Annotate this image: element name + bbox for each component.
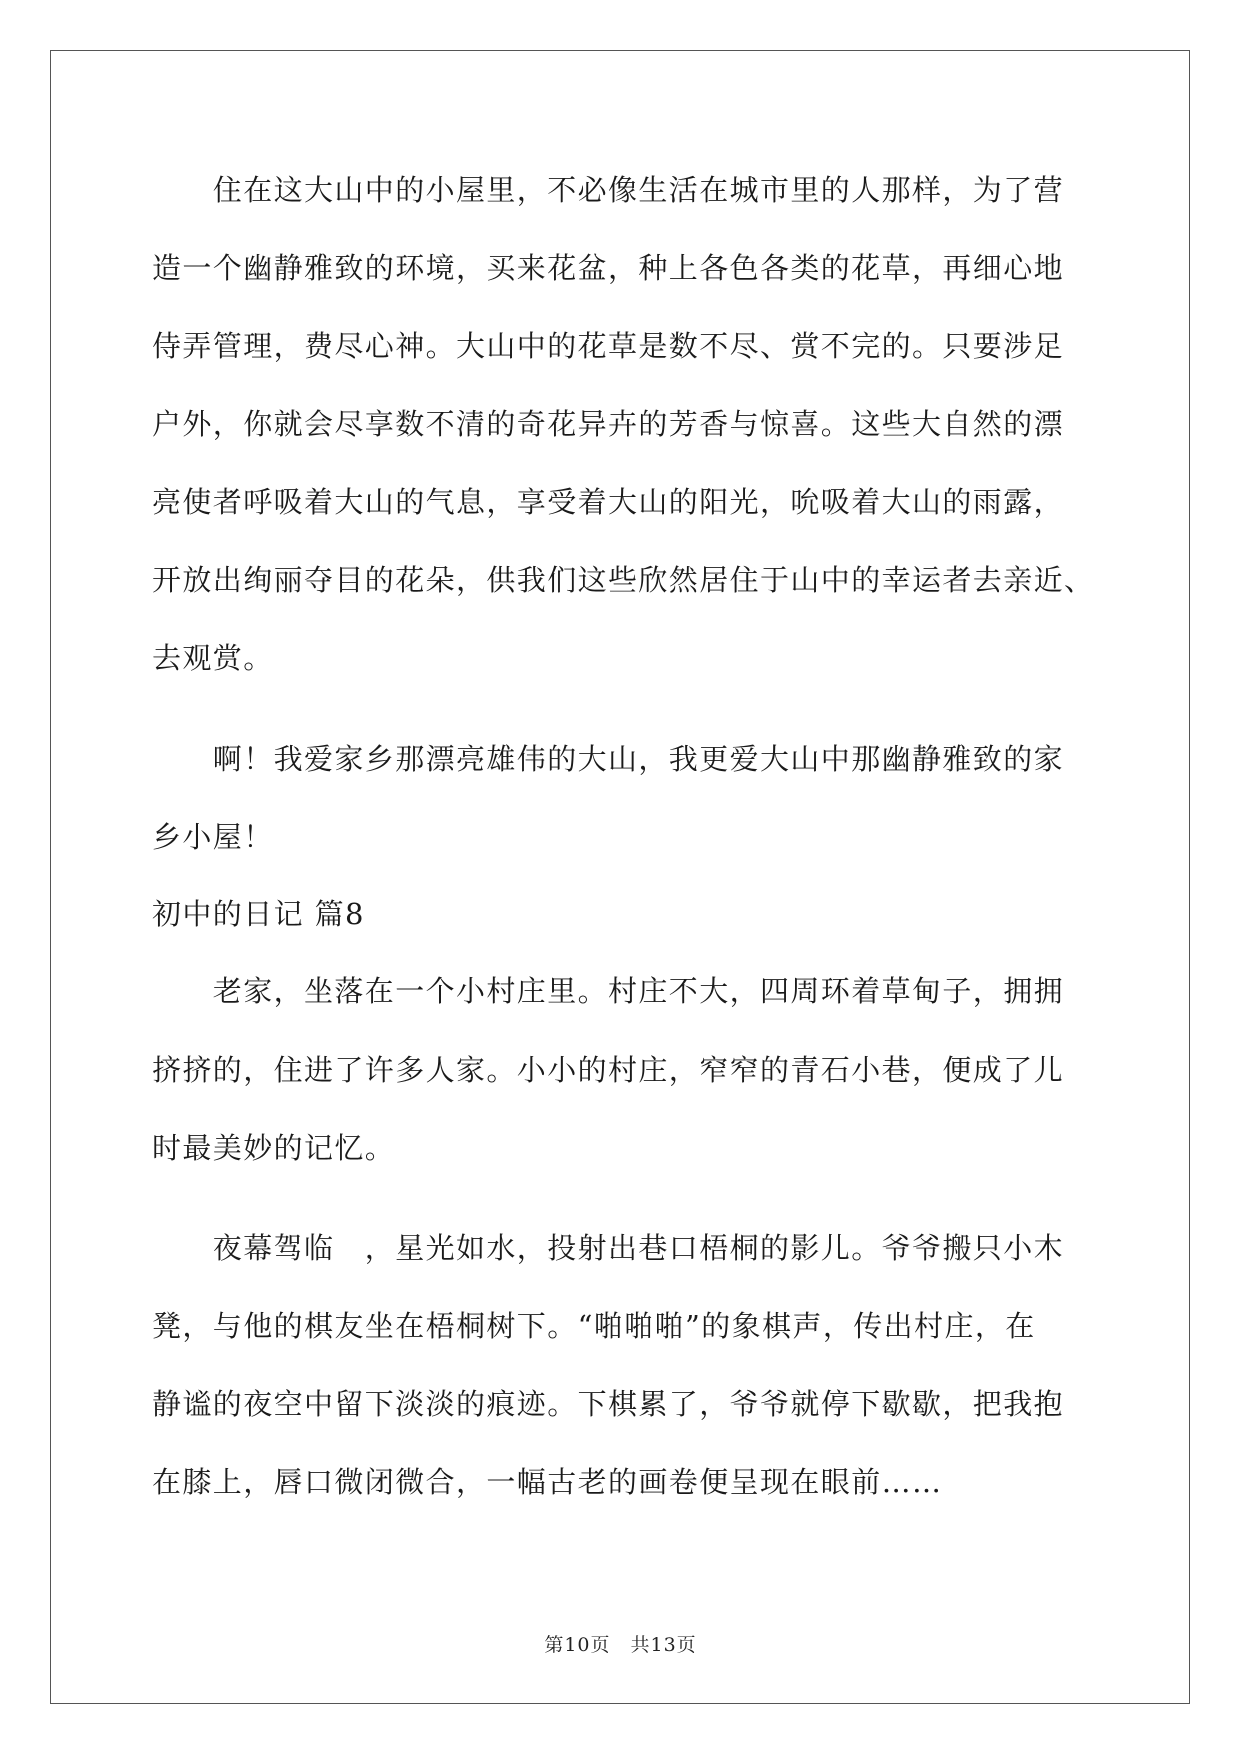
text-line: 挤挤的，住进了许多人家。小小的村庄，窄窄的青石小巷，便成了儿 [152,1053,1065,1087]
text-line: 开放出绚丽夺目的花朵，供我们这些欣然居住于山中的幸运者去亲近、 [152,563,1095,597]
text-line: 乡小屋！ [152,820,274,854]
section-heading: 初中的日记 篇8 [152,897,365,931]
text-line: 在膝上，唇口微闭微合，一幅古老的画卷便呈现在眼前…… [152,1465,943,1499]
text-line: 造一个幽静雅致的环境，买来花盆，种上各色各类的花草，再细心地 [152,251,1065,285]
text-line: 老家，坐落在一个小村庄里。村庄不大，四周环着草甸子，拥拥 [152,974,1065,1008]
text-line: 户外，你就会尽享数不清的奇花异卉的芳香与惊喜。这些大自然的漂 [152,407,1065,441]
text-line: 时最美妙的记忆。 [152,1131,396,1165]
page-number-footer: 第10页 共13页 [544,1634,697,1656]
text-line: 啊！我爱家乡那漂亮雄伟的大山，我更爱大山中那幽静雅致的家 [152,742,1065,776]
text-line: 凳，与他的棋友坐在梧桐树下。“啪啪啪”的象棋声，传出村庄，在 [152,1309,1036,1343]
text-line: 亮使者呼吸着大山的气息，享受着大山的阳光，吮吸着大山的雨露， [152,485,1065,519]
text-line: 夜幕驾临 ，星光如水，投射出巷口梧桐的影儿。爷爷搬只小木 [152,1231,1065,1265]
text-line: 住在这大山中的小屋里，不必像生活在城市里的人那样，为了营 [152,173,1065,207]
text-line: 去观赏。 [152,641,274,675]
page-border [50,50,1190,1704]
text-line: 静谧的夜空中留下淡淡的痕迹。下棋累了，爷爷就停下歇歇，把我抱 [152,1387,1065,1421]
text-line: 侍弄管理，费尽心神。大山中的花草是数不尽、赏不完的。只要涉足 [152,329,1065,363]
